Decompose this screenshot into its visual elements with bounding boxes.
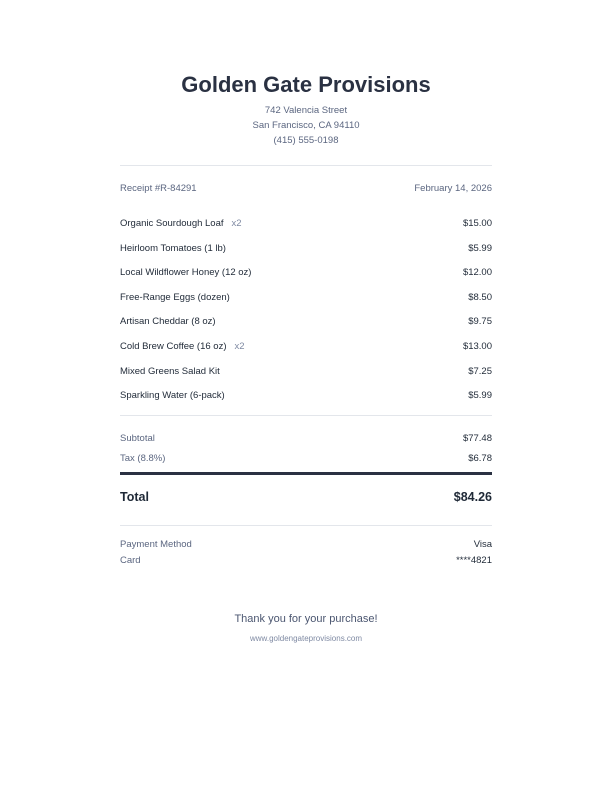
total-label: Total bbox=[120, 489, 149, 504]
item-price: $8.50 bbox=[468, 291, 492, 303]
item-name: Cold Brew Coffee (16 oz) bbox=[120, 340, 227, 352]
item-price: $7.25 bbox=[468, 365, 492, 377]
item-price: $5.99 bbox=[468, 390, 492, 402]
total-value: $84.26 bbox=[453, 489, 492, 504]
receipt-number: Receipt #R-84291 bbox=[120, 183, 197, 194]
subtotal-value: $77.48 bbox=[462, 432, 492, 444]
divider bbox=[120, 165, 492, 166]
line-item bbox=[120, 340, 492, 365]
item-price: $13.00 bbox=[462, 340, 492, 352]
item-price: $5.99 bbox=[468, 242, 492, 254]
total-divider bbox=[120, 472, 492, 475]
tax-label: Tax (8.8%) bbox=[120, 452, 166, 464]
thank-you-message: Thank you for your purchase! bbox=[234, 612, 378, 625]
store-name: Golden Gate Provisions bbox=[181, 72, 431, 97]
payment-method-row bbox=[120, 538, 492, 552]
address-line-2: San Francisco, CA 94110 bbox=[252, 120, 360, 131]
line-item bbox=[120, 242, 492, 267]
total-row bbox=[120, 488, 492, 506]
card-value: ****4821 bbox=[456, 554, 492, 566]
item-name: Free-Range Eggs (dozen) bbox=[120, 291, 230, 303]
item-price: $12.00 bbox=[462, 267, 492, 279]
item-quantity: x2 bbox=[231, 218, 242, 229]
line-item bbox=[120, 291, 492, 316]
tax-value: $6.78 bbox=[468, 452, 492, 464]
line-item bbox=[120, 266, 492, 291]
item-price: $15.00 bbox=[462, 218, 492, 229]
subtotal-row bbox=[120, 432, 492, 446]
divider bbox=[120, 415, 492, 416]
card-label: Card bbox=[120, 554, 141, 566]
store-phone: (415) 555-0198 bbox=[273, 135, 339, 146]
receipt-meta bbox=[120, 182, 492, 196]
item-name: Heirloom Tomatoes (1 lb) bbox=[120, 242, 226, 254]
tax-row bbox=[120, 452, 492, 466]
payment-method-label: Payment Method bbox=[120, 538, 192, 550]
subtotal-label: Subtotal bbox=[120, 432, 155, 444]
item-quantity: x2 bbox=[234, 340, 245, 352]
receipt bbox=[120, 0, 492, 645]
line-item bbox=[120, 315, 492, 340]
address-line-1: 742 Valencia Street bbox=[264, 105, 348, 116]
item-price: $9.75 bbox=[468, 316, 492, 328]
line-item bbox=[120, 365, 492, 390]
card-row bbox=[120, 554, 492, 568]
item-name: Local Wildflower Honey (12 oz) bbox=[120, 267, 252, 279]
item-name: Organic Sourdough Loaf bbox=[120, 218, 224, 229]
line-items bbox=[120, 217, 492, 414]
line-item bbox=[120, 217, 492, 242]
store-address bbox=[120, 103, 492, 148]
item-name: Artisan Cheddar (8 oz) bbox=[120, 316, 216, 328]
divider bbox=[120, 525, 492, 526]
item-name: Sparkling Water (6-pack) bbox=[120, 390, 225, 402]
item-name: Mixed Greens Salad Kit bbox=[120, 365, 220, 377]
payment-method-value: Visa bbox=[473, 538, 492, 550]
receipt-date: February 14, 2026 bbox=[414, 183, 492, 194]
store-website: www.goldengateprovisions.com bbox=[249, 633, 363, 643]
line-item bbox=[120, 389, 492, 414]
